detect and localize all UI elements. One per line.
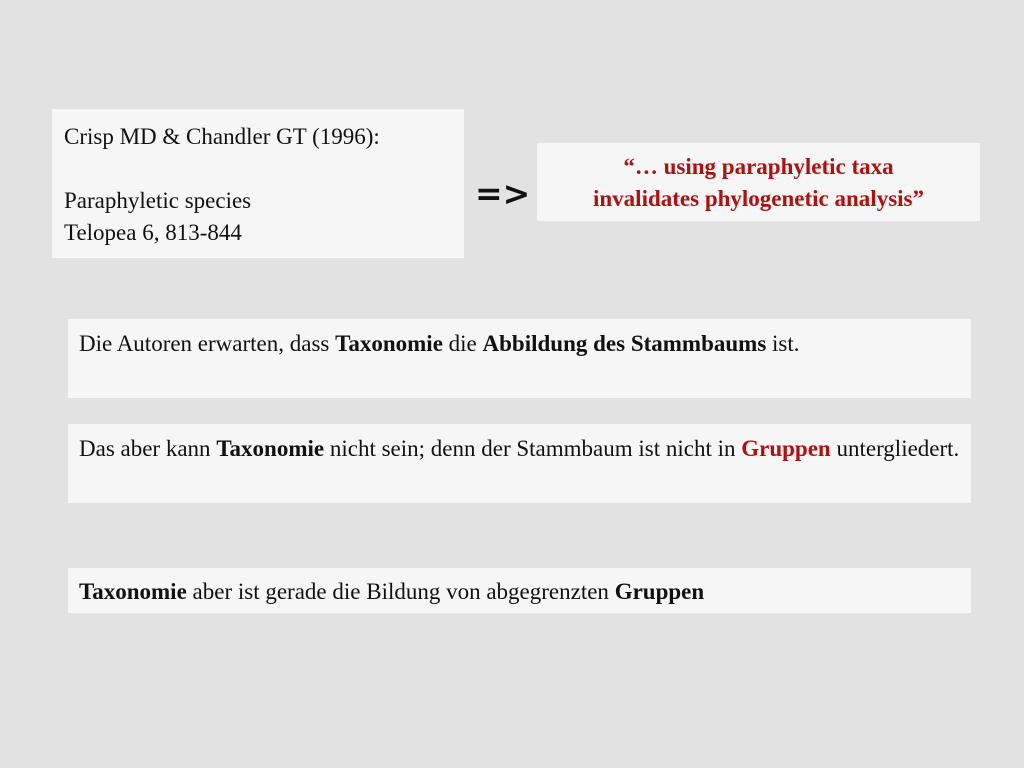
- statement3-bold-gruppen: Gruppen: [614, 579, 705, 604]
- statement2-red-gruppen: Gruppen: [741, 436, 831, 461]
- statement2-text-2: nicht sein; denn der Stammbaum ist nicht in: [324, 436, 742, 461]
- statement1-bold-abbildung: Abbildung des Stammbaums: [482, 331, 767, 356]
- citation-journal: Telopea 6, 813-844: [64, 220, 242, 245]
- statement1-text-2: die: [442, 331, 483, 356]
- citation-authors: Crisp MD & Chandler GT (1996):: [64, 124, 380, 149]
- quote-box: [537, 143, 980, 221]
- citation-spacer: [64, 153, 464, 185]
- implies-arrow: =>: [475, 174, 531, 213]
- statement-taxonomy-cannot: [68, 424, 971, 503]
- statement1-text-1: Die Autoren erwarten, dass: [79, 331, 336, 356]
- statement-authors-expect: [68, 319, 971, 398]
- statement1-bold-taxonomie: Taxonomie: [335, 331, 443, 356]
- statement2-text-3: untergliedert.: [830, 436, 960, 461]
- statement2-text-1: Das aber kann: [79, 436, 217, 461]
- quote-line-2: invalidates phylogenetic analysis”: [593, 186, 924, 211]
- citation-title: Paraphyletic species: [64, 188, 252, 213]
- statement1-text-3: ist.: [766, 331, 800, 356]
- statement-taxonomy-groups: [68, 568, 971, 613]
- quote-line-1: “… using paraphyletic taxa: [623, 154, 894, 179]
- statement3-bold-taxonomie: Taxonomie: [79, 579, 187, 604]
- statement3-text-1: aber ist gerade die Bildung von abgegrenzten: [186, 579, 615, 604]
- citation-box: [52, 109, 464, 258]
- statement2-bold-taxonomie: Taxonomie: [216, 436, 325, 461]
